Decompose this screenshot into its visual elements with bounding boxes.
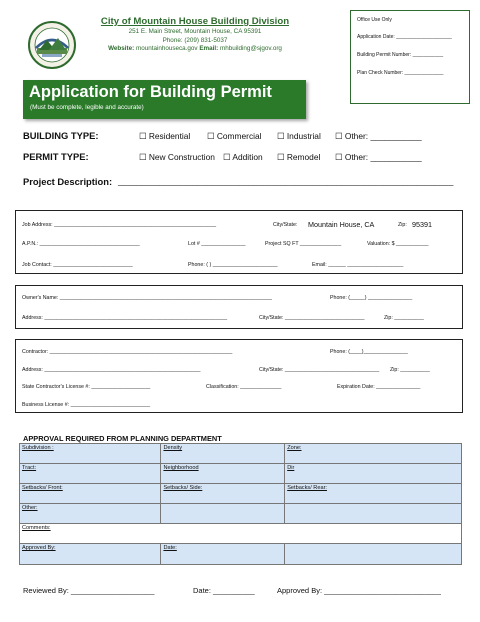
permit-number-field[interactable]: Building Permit Number: ___________ <box>357 52 444 58</box>
density-cell[interactable]: Density <box>161 444 285 464</box>
lot-field[interactable]: Lot # _______________ <box>188 241 246 247</box>
valuation-field[interactable]: Valuation: $ ___________ <box>367 241 429 247</box>
checkbox-commercial[interactable]: ☐ Commercial <box>207 131 262 141</box>
project-description-label: Project Description: <box>23 176 113 187</box>
page-subtitle: (Must be complete, legible and accurate) <box>30 104 144 111</box>
business-license-field[interactable]: Business License #: ___________________________ <box>22 402 151 408</box>
job-email-field[interactable]: Email: ______ ___________________ <box>312 262 404 268</box>
table-row <box>20 464 462 484</box>
org-name: City of Mountain House Building Division <box>100 16 290 27</box>
org-header <box>100 16 290 54</box>
email-link[interactable]: mhbuilding@sjgov.org <box>219 45 282 52</box>
owner-city-field[interactable]: City/State: ___________________________ <box>259 315 365 321</box>
checkbox-industrial[interactable]: ☐ Industrial <box>277 131 321 141</box>
comments-cell[interactable]: Comments: <box>20 524 462 544</box>
owner-info-box <box>15 285 463 329</box>
owner-phone-field[interactable]: Phone: (_____) _______________ <box>330 295 413 301</box>
title-banner <box>23 80 306 119</box>
job-address-field[interactable]: Job Address: _______________________________________________________ <box>22 222 217 228</box>
table-row <box>20 544 462 565</box>
other-cell-3[interactable] <box>285 504 462 524</box>
approved-by-field[interactable]: Approved By: ____________________________ <box>277 586 441 595</box>
owner-address-field[interactable]: Address: ______________________________________________________________ <box>22 315 228 321</box>
approval-date-cell[interactable]: Date: <box>161 544 285 565</box>
other-cell-2[interactable] <box>161 504 285 524</box>
sqft-field[interactable]: Project SQ FT ______________ <box>265 241 342 247</box>
classification-field[interactable]: Classification: ______________ <box>206 384 282 390</box>
contractor-city-field[interactable]: City/State: ________________________________ <box>259 367 380 373</box>
table-row <box>20 524 462 544</box>
approval-blank-cell[interactable] <box>285 544 462 565</box>
checkbox-remodel[interactable]: ☐ Remodel <box>277 152 321 162</box>
footer-date-field[interactable]: Date: __________ <box>193 586 255 595</box>
neighborhood-cell[interactable]: Neighborhood <box>161 464 285 484</box>
table-row <box>20 484 462 504</box>
job-zip-value[interactable]: 95391 <box>412 220 432 229</box>
reviewed-by-field[interactable]: Reviewed By: ____________________ <box>23 586 155 595</box>
other-cell[interactable]: Other: <box>20 504 161 524</box>
org-address: 251 E. Main Street, Mountain House, CA 95391 <box>128 28 262 35</box>
checkbox-new-construction[interactable]: ☐ New Construction <box>139 152 215 162</box>
owner-zip-field[interactable]: Zip: __________ <box>384 315 424 321</box>
tract-cell[interactable]: Tract: <box>20 464 161 484</box>
table-row <box>20 504 462 524</box>
owner-name-field[interactable]: Owner's Name: ________________________________________________________________________ <box>22 295 272 301</box>
contractor-zip-field[interactable]: Zip: __________ <box>390 367 430 373</box>
website-label: Website: <box>108 45 135 52</box>
checkbox-residential[interactable]: ☐ Residential <box>139 131 191 141</box>
city-seal-logo <box>27 14 77 76</box>
approval-title: APPROVAL REQUIRED FROM PLANNING DEPARTMENT <box>23 434 222 443</box>
project-description-field[interactable]: ________________________________________________________________________ <box>118 176 454 186</box>
checkbox-other-building[interactable]: ☐ Other: ___________ <box>335 131 422 141</box>
job-city-value[interactable]: Mountain House, CA <box>308 220 375 229</box>
office-use-title: Office Use Only <box>357 17 392 23</box>
apn-field[interactable]: A.P.N.: __________________________________ <box>22 241 140 247</box>
setbacks-side-cell[interactable]: Setbacks/ Side: <box>161 484 285 504</box>
contractor-name-field[interactable]: Contractor: ______________________________________________________________ <box>22 349 233 355</box>
table-row <box>20 444 462 464</box>
permit-type-label: PERMIT TYPE: <box>23 151 89 162</box>
plan-check-field[interactable]: Plan Check Number: ______________ <box>357 70 444 76</box>
website-link[interactable]: mountainhouseca.gov <box>135 45 198 52</box>
zone-cell[interactable]: Zone: <box>285 444 462 464</box>
contractor-license-field[interactable]: State Contractor's License #: ____________________ <box>22 384 151 390</box>
job-city-label: City/State: <box>273 222 298 228</box>
building-type-label: BUILDING TYPE: <box>23 130 99 141</box>
job-phone-field[interactable]: Phone: ( ) ______________________ <box>188 262 278 268</box>
setbacks-front-cell[interactable]: Setbacks/ Front: <box>20 484 161 504</box>
application-date-field[interactable]: Application Date: ____________________ <box>357 34 452 40</box>
approved-by-cell[interactable]: Approved By: <box>20 544 161 565</box>
setbacks-rear-cell[interactable]: Setbacks/ Rear: <box>285 484 462 504</box>
expiration-date-field[interactable]: Expiration Date: _______________ <box>337 384 421 390</box>
checkbox-other-permit[interactable]: ☐ Other: ___________ <box>335 152 422 162</box>
office-use-box <box>350 10 470 104</box>
org-phone: Phone: (209) 831-5037 <box>162 36 228 44</box>
checkbox-addition[interactable]: ☐ Addition <box>223 152 263 162</box>
email-label: Email: <box>199 45 219 52</box>
dir-cell[interactable]: Dir <box>285 464 462 484</box>
page-title: Application for Building Permit <box>29 83 272 101</box>
approval-table <box>19 443 462 565</box>
job-contact-field[interactable]: Job Contact: ___________________________ <box>22 262 133 268</box>
subdivision-cell[interactable]: Subdivision : <box>20 444 161 464</box>
job-zip-label: Zip: <box>398 222 407 228</box>
contractor-address-field[interactable]: Address: _____________________________________________________ <box>22 367 201 373</box>
contractor-phone-field[interactable]: Phone: (____)_______________ <box>330 349 408 355</box>
